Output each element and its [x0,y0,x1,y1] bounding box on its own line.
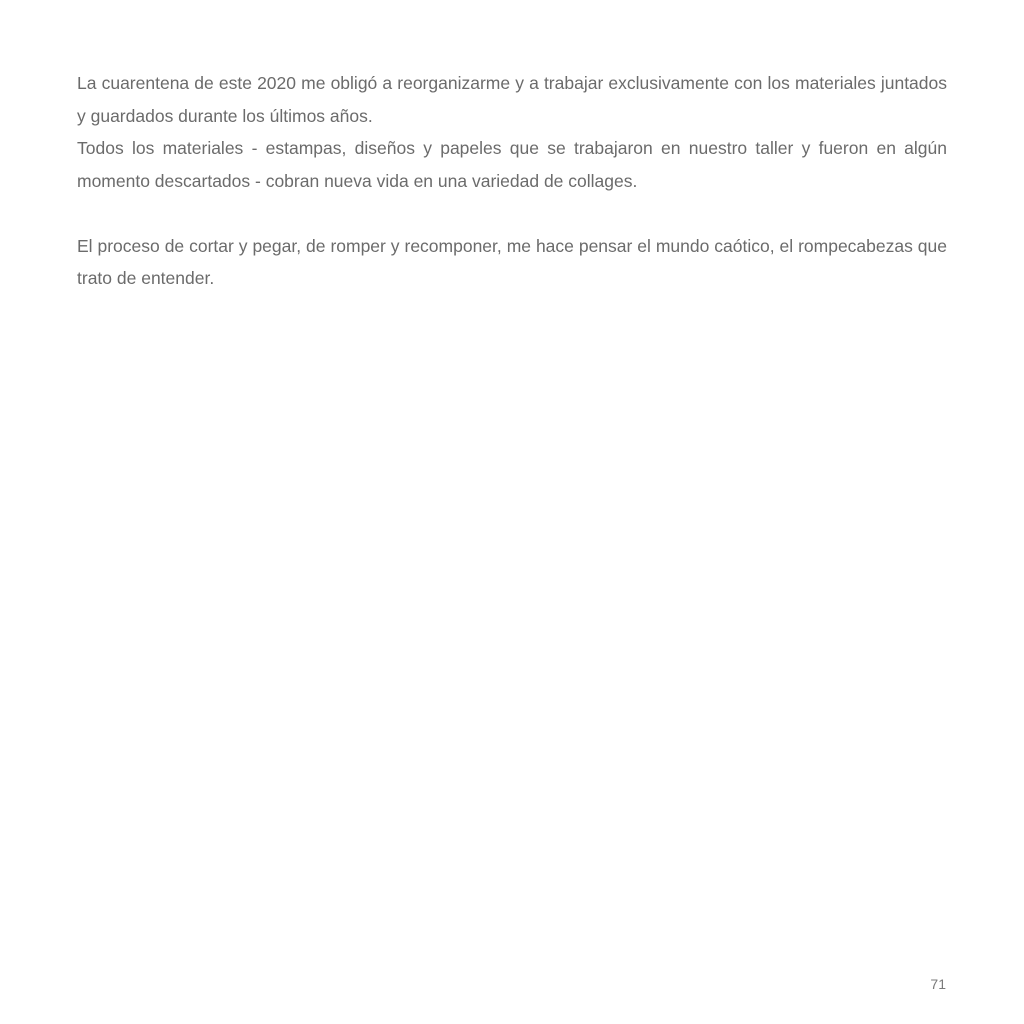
page-number: 71 [930,976,946,992]
paragraph-2: Todos los materiales - estampas, diseños y papeles que se trabajaron en nuestro taller y fueron en algún momento descartados - cobran nueva vida en una variedad de collages. [77,138,947,191]
body-text [77,67,947,295]
paragraph-3: El proceso de cortar y pegar, de romper y recomponer, me hace pensar el mundo caótico, el rompecabezas que trato de entender. [77,235,947,288]
paragraph-1: La cuarentena de este 2020 me obligó a reorganizarme y a trabajar exclusivamente con los materiales juntados y guardados durante los últimos años. [77,73,947,126]
